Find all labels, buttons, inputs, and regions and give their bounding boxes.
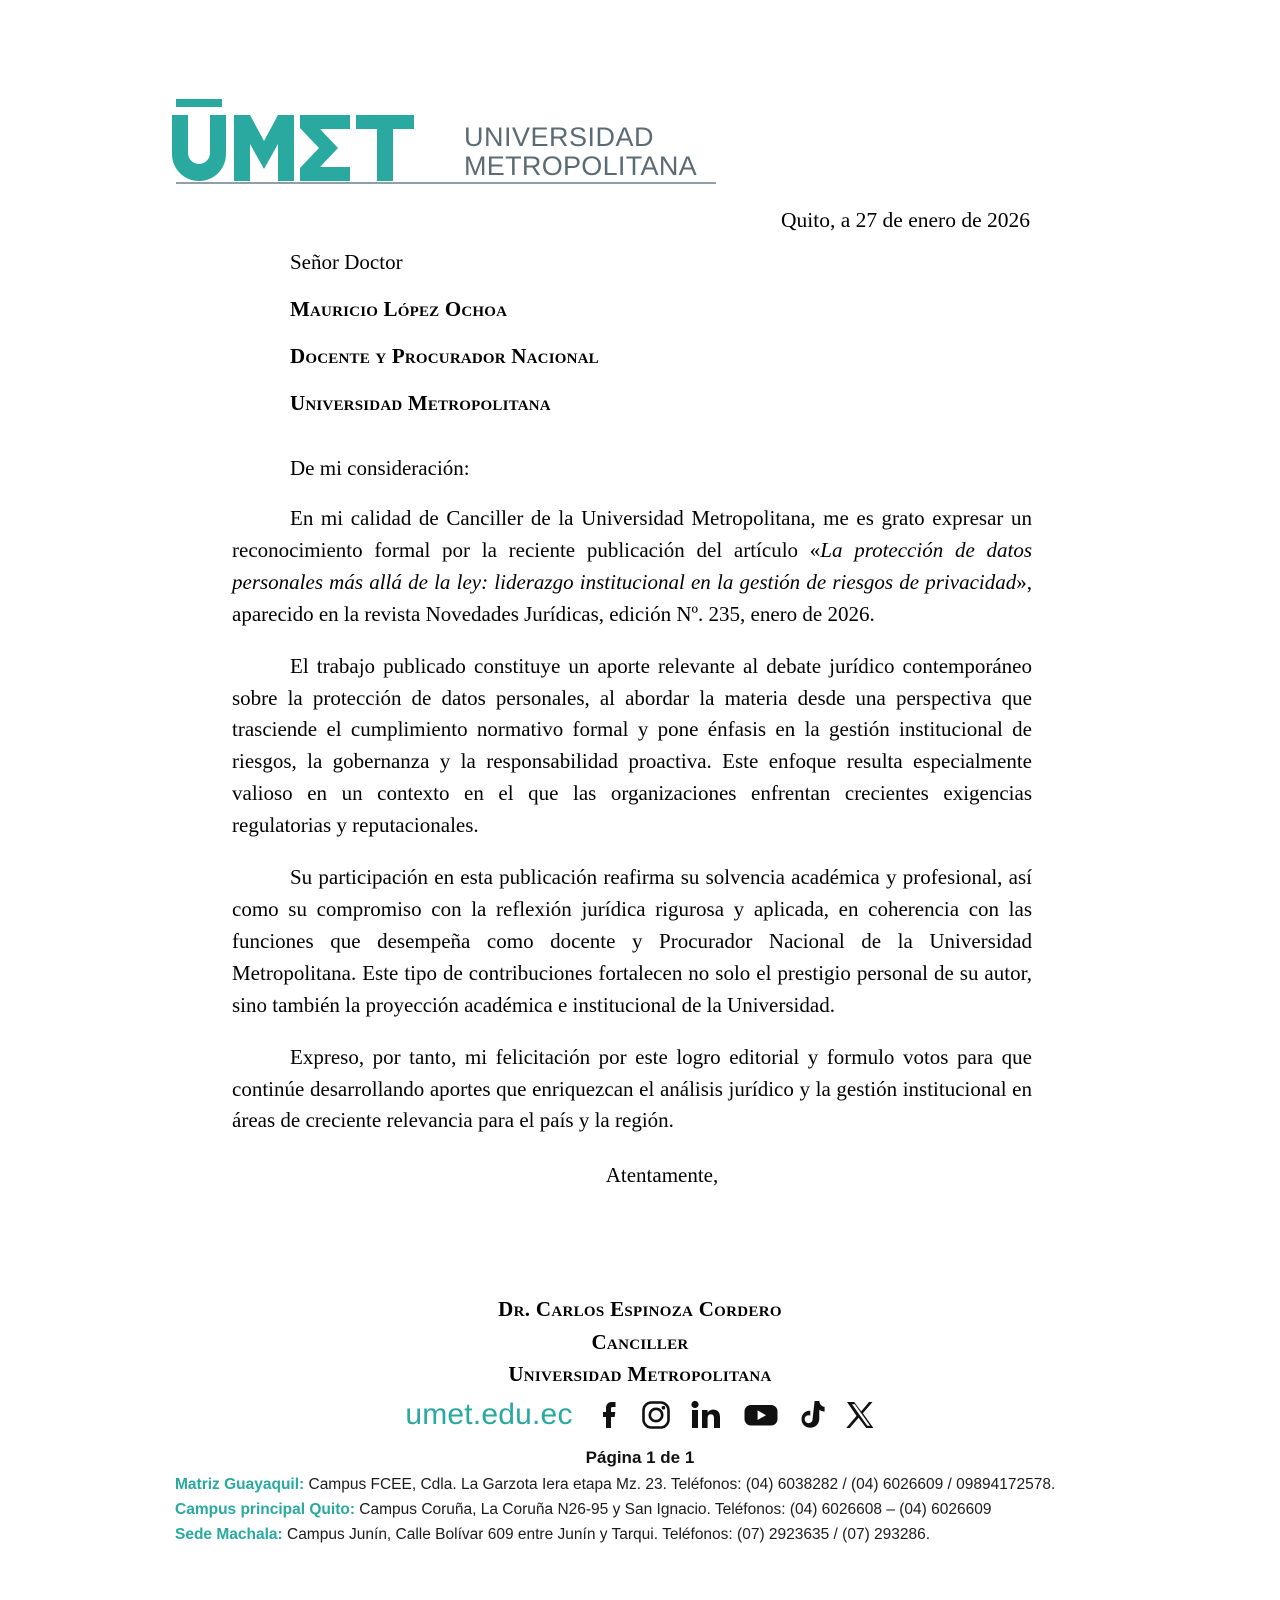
article-title: La protección de datos personales más allá de la ley: liderazgo institucional en la gestión de riesgos de privacidad <box>232 537 1032 594</box>
letterhead <box>170 95 730 195</box>
footer-address-text: Campus Coruña, La Coruña N26-95 y San Ignacio. Teléfonos: (04) 6026608 – (04) 6026609 <box>354 1501 992 1519</box>
recipient-institution: Universidad Metropolitana <box>290 391 551 415</box>
footer-web-row <box>0 1398 1280 1432</box>
recipient-title: Señor Doctor <box>290 250 403 274</box>
paragraph-3: Su participación en esta publicación reafirma su solvencia académica y profesional, así como su compromiso con la reflexión jurídica rigurosa y aplicada, en coherencia con las funciones que desempeña como docente y Procurador Nacional de la Universidad Metropolitana. Este tipo de contribuciones fortalecen no solo el prestigio personal de su autor, sino también la proyección académica e institucional de la Universidad. <box>232 865 1032 1017</box>
paragraph-2: El trabajo publicado constituye un aporte relevante al debate jurídico contemporáneo sobre la protección de datos personales, al abordar la materia desde una perspectiva que trasciende el cumplimiento normativo formal y pone énfasis en la gestión institucional de riesgos, la gobernanza y la responsabilidad proactiva. Este enfoque resulta especialmente valioso en un contexto en el que las organizaciones enfrentan crecientes exigencias regulatorias y reputacionales. <box>232 653 1032 838</box>
signature-block <box>0 1293 1280 1391</box>
tiktok-icon[interactable] <box>799 1400 825 1430</box>
youtube-icon[interactable] <box>743 1400 779 1430</box>
signer-institution: Universidad Metropolitana <box>508 1362 772 1387</box>
letterhead-rule <box>176 182 716 184</box>
signer-role: Canciller <box>591 1329 689 1354</box>
closing-line: Atentamente, <box>605 1163 719 1188</box>
letter-body <box>232 250 1032 1188</box>
footer-address-text: Campus Junín, Calle Bolívar 609 entre Junín y Tarqui. Teléfonos: (07) 2923635 / (07) 293286. <box>282 1526 931 1544</box>
institution-line-1: UNIVERSIDAD <box>464 122 655 152</box>
website-link[interactable]: umet.edu.ec <box>405 1398 573 1431</box>
institution-line-2: METROPOLITANA <box>464 150 697 181</box>
letter-date: Quito, a 27 de enero de 2026 <box>781 208 1030 232</box>
signer-name: Dr. Carlos Espinoza Cordero <box>498 1297 782 1321</box>
paragraph-1-text-b: », aparecido en la revista Novedades Jurídicas, edición Nº. 235, enero de 2026. <box>232 569 1032 626</box>
salutation: De mi consideración: <box>290 456 470 480</box>
footer-address-label: Sede Machala: <box>175 1526 283 1544</box>
footer-addresses <box>175 1472 1175 1547</box>
footer-address-line <box>175 1522 1175 1547</box>
institution-wordmark <box>464 123 697 180</box>
recipient-role: Docente y Procurador Nacional <box>290 344 599 368</box>
paragraph-1-text-a: En mi calidad de Canciller de la Universidad Metropolitana, me es grato expresar un reconocimiento formal por la reciente publicación del artículo « <box>232 506 1032 562</box>
footer-address-line <box>175 1472 1175 1497</box>
footer-address-label: Matriz Guayaquil: <box>175 1476 305 1493</box>
instagram-icon[interactable] <box>641 1400 671 1430</box>
recipient-name: Mauricio López Ochoa <box>290 297 508 321</box>
page-number: Página 1 de 1 <box>585 1448 695 1467</box>
facebook-icon[interactable] <box>595 1400 621 1430</box>
footer-address-text: Campus FCEE, Cdla. La Garzota Iera etapa Mz. 23. Teléfonos: (04) 6038282 / (04) 6026609 / 09894172578. <box>304 1476 1056 1493</box>
paragraph-1 <box>232 503 1032 631</box>
x-twitter-icon[interactable] <box>845 1400 875 1430</box>
footer-address-line <box>175 1497 1175 1522</box>
linkedin-icon[interactable] <box>691 1400 723 1430</box>
umet-logo-icon <box>170 95 450 185</box>
social-icons <box>595 1400 875 1430</box>
paragraph-4: Expreso, por tanto, mi felicitación por este logro editorial y formulo votos para que continúe desarrollando aportes que enriquezcan el análisis jurídico y la gestión institucional en áreas de creciente relevancia para el país y la región. <box>232 1044 1032 1133</box>
footer-address-label: Campus principal Quito: <box>175 1501 355 1519</box>
